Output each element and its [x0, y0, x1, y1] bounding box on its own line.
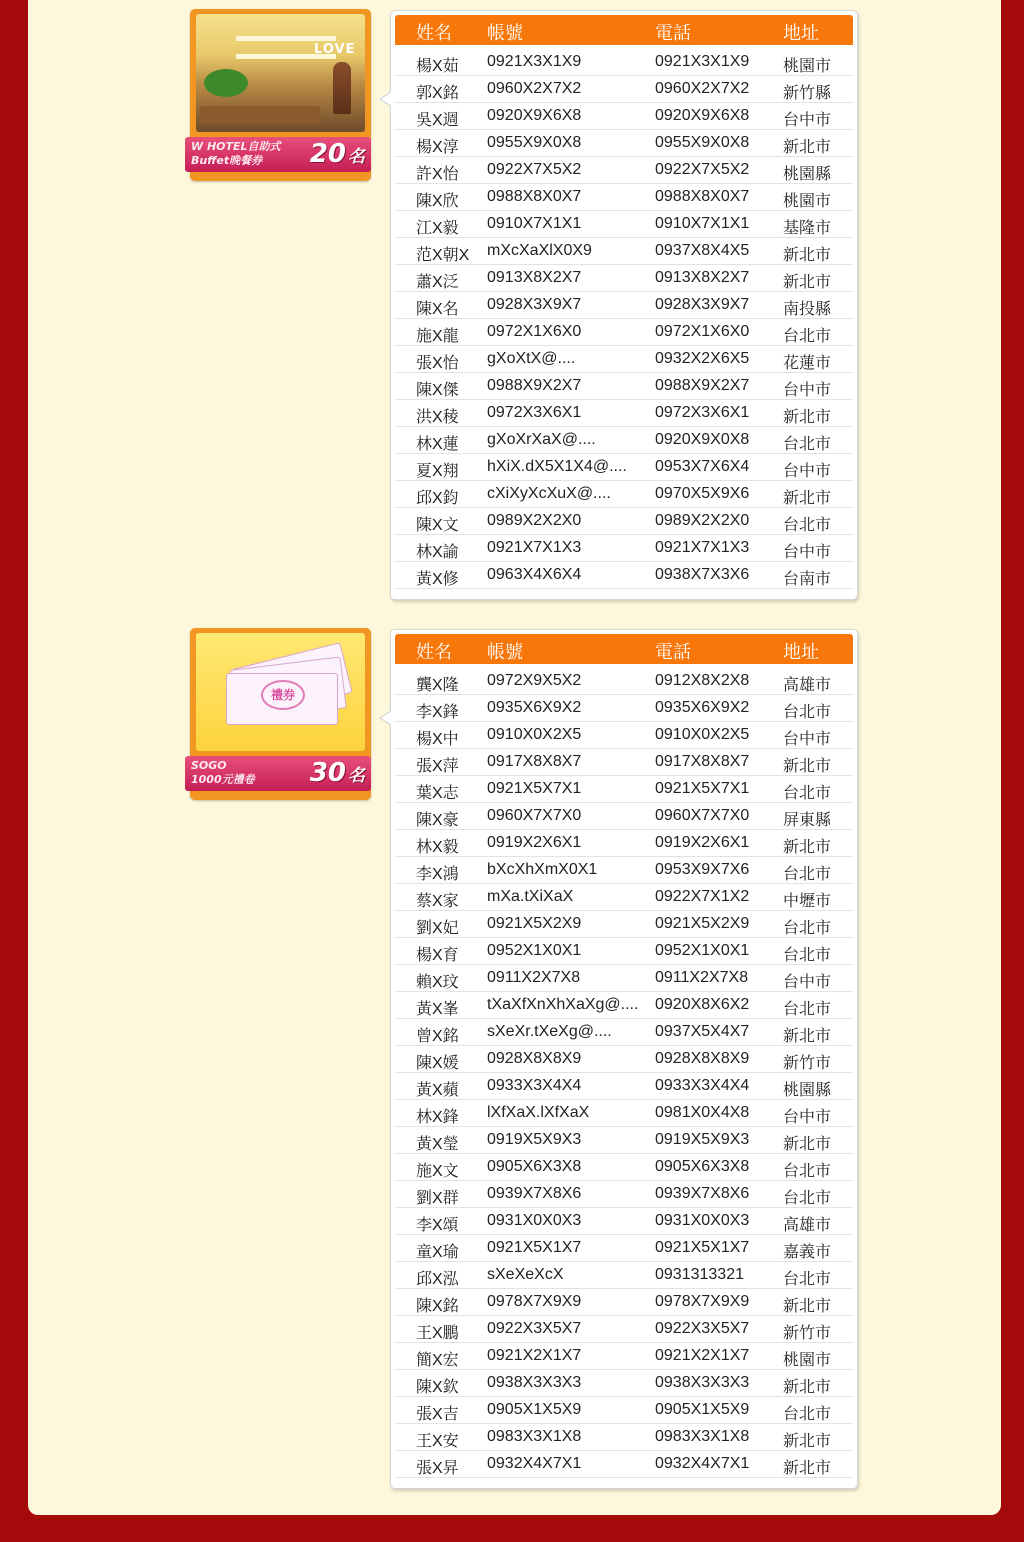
- winner-name: 龔X隆: [416, 677, 459, 694]
- winner-account: 0935X6X9X2: [487, 699, 582, 716]
- winner-phone: 0910X0X2X5: [655, 726, 750, 743]
- header-address: 地址: [783, 23, 819, 44]
- table-row: [395, 1127, 853, 1154]
- winner-account: sXeXeXcX: [487, 1266, 564, 1283]
- header-phone: 電話: [655, 642, 691, 663]
- winner-phone: 0955X9X0X8: [655, 134, 750, 151]
- table-row: [395, 911, 853, 938]
- winner-name: 范X朝X: [416, 247, 470, 264]
- winner-account: 0910X0X2X5: [487, 726, 582, 743]
- winner-phone: 0932X2X6X5: [655, 350, 750, 367]
- winner-phone: 0921X7X1X3: [655, 539, 750, 556]
- prize-name-line2: Buffet晚餐券: [191, 154, 263, 167]
- winner-name: 蕭X泛: [416, 274, 459, 291]
- winner-phone: 0905X1X5X9: [655, 1401, 750, 1418]
- winner-address: 新北市: [783, 1379, 832, 1396]
- table-row: [395, 938, 853, 965]
- winner-account: 0921X7X1X3: [487, 539, 582, 556]
- winner-name: 曾X銘: [416, 1028, 459, 1045]
- winner-name: 林X鋒: [416, 1109, 459, 1126]
- table-row: [395, 481, 853, 508]
- winner-account: 0928X3X9X7: [487, 296, 582, 313]
- prize-name-line1: W HOTEL自助式: [191, 140, 281, 153]
- table-row: [395, 1073, 853, 1100]
- winner-name: 林X諭: [416, 544, 459, 561]
- winner-address: 台北市: [783, 328, 832, 345]
- table-row: [395, 1451, 853, 1478]
- winner-account: gXoXrXaX@....: [487, 431, 596, 448]
- winner-phone: 0932X4X7X1: [655, 1455, 750, 1472]
- winner-phone: 0919X2X6X1: [655, 834, 750, 851]
- winner-address: 桃園市: [783, 1352, 832, 1369]
- winner-name: 劉X妃: [416, 920, 459, 937]
- prize-count-number: 20: [309, 139, 346, 169]
- winner-account: 0933X3X4X4: [487, 1077, 582, 1094]
- winner-account: 0989X2X2X0: [487, 512, 582, 529]
- winner-address: 桃園縣: [783, 166, 832, 183]
- winner-phone: 0937X5X4X7: [655, 1023, 750, 1040]
- table-row: [395, 157, 853, 184]
- winner-account: 0972X1X6X0: [487, 323, 582, 340]
- winner-phone: 0920X9X0X8: [655, 431, 750, 448]
- prize-card-sogo: [190, 628, 371, 800]
- winner-account: 0938X3X3X3: [487, 1374, 582, 1391]
- winner-address: 台北市: [783, 1190, 832, 1207]
- table-row: [395, 749, 853, 776]
- prize-count-unit: 名: [348, 147, 365, 167]
- table-row: [395, 884, 853, 911]
- table-row: [395, 830, 853, 857]
- table-row: [395, 130, 853, 157]
- winner-phone: 0922X7X5X2: [655, 161, 750, 178]
- winner-name: 郭X銘: [416, 85, 459, 102]
- winner-phone: 0972X3X6X1: [655, 404, 750, 421]
- table-row: [395, 1397, 853, 1424]
- winner-name: 陳X銘: [416, 1298, 459, 1315]
- winner-account: sXeXr.tXeXg@....: [487, 1023, 612, 1040]
- winner-address: 台北市: [783, 947, 832, 964]
- winner-phone: 0933X3X4X4: [655, 1077, 750, 1094]
- winner-account: 0928X8X8X9: [487, 1050, 582, 1067]
- prize-name: [191, 759, 303, 787]
- winner-account: 0921X3X1X9: [487, 53, 582, 70]
- winner-phone: 0905X6X3X8: [655, 1158, 750, 1175]
- winner-account: 0921X5X7X1: [487, 780, 582, 797]
- table-row: [395, 695, 853, 722]
- table-row: [395, 722, 853, 749]
- header-name: 姓名: [416, 642, 452, 663]
- table-row: [395, 803, 853, 830]
- winner-account: 0988X8X0X7: [487, 188, 582, 205]
- table-row: [395, 1262, 853, 1289]
- header-address: 地址: [783, 642, 819, 663]
- table-row: [395, 1424, 853, 1451]
- winner-name: 黃X瑩: [416, 1136, 459, 1153]
- winner-account: 0919X2X6X1: [487, 834, 582, 851]
- winner-name: 江X毅: [416, 220, 459, 237]
- winner-address: 新北市: [783, 1298, 832, 1315]
- winner-address: 基隆市: [783, 220, 832, 237]
- winner-phone: 0953X9X7X6: [655, 861, 750, 878]
- winner-name: 陳X欣: [416, 193, 459, 210]
- header-phone: 電話: [655, 23, 691, 44]
- winner-account: 0917X8X8X7: [487, 753, 582, 770]
- winner-phone: 0922X7X1X2: [655, 888, 750, 905]
- table-row: [395, 1181, 853, 1208]
- winner-account: 0922X7X5X2: [487, 161, 582, 178]
- winner-address: 台北市: [783, 704, 832, 721]
- winner-account: 0963X4X6X4: [487, 566, 582, 583]
- prize-count-number: 30: [309, 758, 346, 788]
- winner-name: 王X鵬: [416, 1325, 459, 1342]
- winner-address: 台北市: [783, 1001, 832, 1018]
- winner-account: 0960X2X7X2: [487, 80, 582, 97]
- winner-name: 林X蓮: [416, 436, 459, 453]
- winner-address: 新北市: [783, 1433, 832, 1450]
- table-row: [395, 535, 853, 562]
- table-row: [395, 49, 853, 76]
- table-row: [395, 373, 853, 400]
- winner-address: 台中市: [783, 731, 832, 748]
- winner-account: 0960X7X7X0: [487, 807, 582, 824]
- winner-phone: 0939X7X8X6: [655, 1185, 750, 1202]
- sogo-voucher-image: [196, 633, 365, 751]
- table-row: [395, 1316, 853, 1343]
- prize-count-unit: 名: [348, 766, 365, 786]
- winner-phone: 0931313321: [655, 1266, 744, 1283]
- prize-name-line1: SOGO: [191, 759, 227, 772]
- winner-name: 陳X媛: [416, 1055, 459, 1072]
- winner-account: 0922X3X5X7: [487, 1320, 582, 1337]
- winner-account: 0972X9X5X2: [487, 672, 582, 689]
- table-row: [395, 992, 853, 1019]
- winner-account: 0913X8X2X7: [487, 269, 582, 286]
- winner-name: 吳X週: [416, 112, 459, 129]
- winner-account: 0972X3X6X1: [487, 404, 582, 421]
- winner-account: 0921X2X1X7: [487, 1347, 582, 1364]
- winner-address: 台中市: [783, 974, 832, 991]
- winner-phone: 0988X9X2X7: [655, 377, 750, 394]
- winner-name: 楊X茹: [416, 58, 459, 75]
- winner-phone: 0928X3X9X7: [655, 296, 750, 313]
- winner-address: 新北市: [783, 1136, 832, 1153]
- winner-phone: 0920X8X6X2: [655, 996, 750, 1013]
- winner-name: 張X怡: [416, 355, 459, 372]
- winner-account: 0911X2X7X8: [487, 969, 581, 986]
- winner-phone: 0952X1X0X1: [655, 942, 750, 959]
- winner-address: 新北市: [783, 839, 832, 856]
- winner-name: 邱X泓: [416, 1271, 459, 1288]
- winner-account: bXcXhXmX0X1: [487, 861, 598, 878]
- table-row: [395, 1208, 853, 1235]
- table-row: [395, 184, 853, 211]
- winner-name: 黃X蘋: [416, 1082, 459, 1099]
- winner-name: 黃X峯: [416, 1001, 459, 1018]
- winner-phone: 0953X7X6X4: [655, 458, 750, 475]
- table-header: [395, 634, 853, 664]
- table-row: [395, 776, 853, 803]
- table-row: [395, 319, 853, 346]
- voucher-seal-text: 禮券: [261, 680, 305, 710]
- winner-account: 0988X9X2X7: [487, 377, 582, 394]
- winner-phone: 0960X7X7X0: [655, 807, 750, 824]
- table-row: [395, 1046, 853, 1073]
- winner-phone: 0983X3X1X8: [655, 1428, 750, 1445]
- winners-table-sogo: [390, 629, 858, 1489]
- winner-address: 台北市: [783, 1163, 832, 1180]
- prize-winner-count: [310, 758, 365, 791]
- winner-name: 張X吉: [416, 1406, 459, 1423]
- love-sign-text: LOVE: [314, 42, 356, 57]
- winner-name: 許X怡: [416, 166, 459, 183]
- winner-name: 陳X豪: [416, 812, 459, 829]
- winner-address: 台中市: [783, 112, 832, 129]
- winner-address: 新北市: [783, 409, 832, 426]
- winner-phone: 0981X0X4X8: [655, 1104, 750, 1121]
- winner-name: 夏X翔: [416, 463, 459, 480]
- winner-name: 林X毅: [416, 839, 459, 856]
- winner-phone: 0928X8X8X9: [655, 1050, 750, 1067]
- table-row: [395, 562, 853, 589]
- winner-address: 新北市: [783, 1028, 832, 1045]
- winner-account: lXfXaX.lXfXaX: [487, 1104, 590, 1121]
- winner-name: 施X文: [416, 1163, 459, 1180]
- winner-address: 新北市: [783, 274, 832, 291]
- winner-address: 南投縣: [783, 301, 832, 318]
- winner-phone: 0921X2X1X7: [655, 1347, 750, 1364]
- winner-address: 台北市: [783, 436, 832, 453]
- table-row: [395, 965, 853, 992]
- winner-phone: 0970X5X9X6: [655, 485, 750, 502]
- table-row: [395, 1370, 853, 1397]
- winner-address: 高雄市: [783, 1217, 832, 1234]
- winner-account: 0931X0X0X3: [487, 1212, 582, 1229]
- winners-table-w-hotel: [390, 10, 858, 600]
- winner-phone: 0911X2X7X8: [655, 969, 749, 986]
- winner-phone: 0931X0X0X3: [655, 1212, 750, 1229]
- winner-address: 嘉義市: [783, 1244, 832, 1261]
- winner-name: 張X萍: [416, 758, 459, 775]
- winner-name: 陳X文: [416, 517, 459, 534]
- table-row: [395, 265, 853, 292]
- winner-phone: 0938X7X3X6: [655, 566, 750, 583]
- winner-account: hXiX.dX5X1X4@....: [487, 458, 627, 475]
- winner-address: 台中市: [783, 1109, 832, 1126]
- winner-phone: 0972X1X6X0: [655, 323, 750, 340]
- header-account: 帳號: [487, 642, 523, 663]
- winner-account: mXa.tXiXaX: [487, 888, 574, 905]
- winner-address: 屏東縣: [783, 812, 832, 829]
- winner-address: 桃園縣: [783, 1082, 832, 1099]
- winner-account: 0983X3X1X8: [487, 1428, 582, 1445]
- winner-address: 台北市: [783, 517, 832, 534]
- winner-name: 童X瑜: [416, 1244, 459, 1261]
- winner-name: 楊X中: [416, 731, 459, 748]
- table-row: [395, 346, 853, 373]
- table-row: [395, 857, 853, 884]
- winner-address: 新竹縣: [783, 85, 832, 102]
- table-row: [395, 427, 853, 454]
- winner-name: 陳X欽: [416, 1379, 459, 1396]
- winner-address: 花蓮市: [783, 355, 832, 372]
- winner-phone: 0922X3X5X7: [655, 1320, 750, 1337]
- table-row: [395, 103, 853, 130]
- winner-phone: 0921X5X1X7: [655, 1239, 750, 1256]
- winner-phone: 0919X5X9X3: [655, 1131, 750, 1148]
- table-header: [395, 15, 853, 45]
- winner-name: 李X頌: [416, 1217, 459, 1234]
- winner-account: 0905X6X3X8: [487, 1158, 582, 1175]
- winner-phone: 0960X2X7X2: [655, 80, 750, 97]
- winner-account: 0905X1X5X9: [487, 1401, 582, 1418]
- winner-address: 新北市: [783, 490, 832, 507]
- winner-address: 台北市: [783, 1406, 832, 1423]
- winner-address: 新竹市: [783, 1325, 832, 1342]
- winner-name: 蔡X家: [416, 893, 459, 910]
- table-row: [395, 1100, 853, 1127]
- winner-address: 高雄市: [783, 677, 832, 694]
- winner-account: 0952X1X0X1: [487, 942, 582, 959]
- winner-account: tXaXfXnXhXaXg@....: [487, 996, 639, 1013]
- winner-account: 0932X4X7X1: [487, 1455, 582, 1472]
- table-row: [395, 238, 853, 265]
- winner-phone: 0937X8X4X5: [655, 242, 750, 259]
- winner-name: 簡X宏: [416, 1352, 459, 1369]
- winner-address: 新北市: [783, 247, 832, 264]
- winner-account: 0978X7X9X9: [487, 1293, 582, 1310]
- winner-phone: 0920X9X6X8: [655, 107, 750, 124]
- winner-name: 施X龍: [416, 328, 459, 345]
- table-row: [395, 1235, 853, 1262]
- winner-name: 賴X玟: [416, 974, 459, 991]
- winner-address: 中壢市: [783, 893, 832, 910]
- winner-name: 李X鋒: [416, 704, 459, 721]
- winner-address: 新北市: [783, 1460, 832, 1477]
- prize-name: [191, 140, 303, 168]
- winner-phone: 0921X5X7X1: [655, 780, 750, 797]
- winner-address: 新北市: [783, 758, 832, 775]
- winner-name: 劉X群: [416, 1190, 459, 1207]
- winners-list: [395, 668, 853, 1478]
- winner-address: 台北市: [783, 1271, 832, 1288]
- winner-phone: 0913X8X2X7: [655, 269, 750, 286]
- winner-phone: 0917X8X8X7: [655, 753, 750, 770]
- table-row: [395, 454, 853, 481]
- prize-winner-count: [310, 139, 365, 172]
- winner-name: 張X昇: [416, 1460, 459, 1477]
- table-row: [395, 211, 853, 238]
- winner-address: 新竹市: [783, 1055, 832, 1072]
- winner-account: 0955X9X0X8: [487, 134, 582, 151]
- winners-list: [395, 49, 853, 589]
- winner-address: 台南市: [783, 571, 832, 588]
- table-row: [395, 400, 853, 427]
- prize-name-line2: 1000元禮卷: [191, 773, 255, 786]
- winner-address: 新北市: [783, 139, 832, 156]
- table-row: [395, 1019, 853, 1046]
- winner-account: 0939X7X8X6: [487, 1185, 582, 1202]
- header-account: 帳號: [487, 23, 523, 44]
- winner-account: 0921X5X1X7: [487, 1239, 582, 1256]
- winner-phone: 0978X7X9X9: [655, 1293, 750, 1310]
- prize-label: [185, 137, 371, 172]
- winner-account: 0919X5X9X3: [487, 1131, 582, 1148]
- winner-phone: 0921X3X1X9: [655, 53, 750, 70]
- winner-name: 李X鴻: [416, 866, 459, 883]
- winner-account: 0921X5X2X9: [487, 915, 582, 932]
- winner-name: 陳X傑: [416, 382, 459, 399]
- winner-name: 陳X名: [416, 301, 459, 318]
- table-row: [395, 508, 853, 535]
- table-row: [395, 76, 853, 103]
- table-row: [395, 668, 853, 695]
- winner-address: 台北市: [783, 920, 832, 937]
- winner-name: 葉X志: [416, 785, 459, 802]
- winner-name: 楊X育: [416, 947, 459, 964]
- winner-name: 楊X淳: [416, 139, 459, 156]
- table-row: [395, 1343, 853, 1370]
- winner-account: gXoXtX@....: [487, 350, 576, 367]
- table-row: [395, 292, 853, 319]
- header-name: 姓名: [416, 23, 452, 44]
- winner-account: 0920X9X6X8: [487, 107, 582, 124]
- winner-phone: 0921X5X2X9: [655, 915, 750, 932]
- winner-account: 0910X7X1X1: [487, 215, 582, 232]
- table-row: [395, 1154, 853, 1181]
- prize-label: [185, 756, 371, 791]
- winner-address: 桃園市: [783, 58, 832, 75]
- w-hotel-buffet-image: [196, 14, 365, 132]
- winner-address: 台中市: [783, 544, 832, 561]
- winner-phone: 0989X2X2X0: [655, 512, 750, 529]
- winner-address: 桃園市: [783, 193, 832, 210]
- winner-address: 台中市: [783, 463, 832, 480]
- winner-name: 邱X鈞: [416, 490, 459, 507]
- winner-address: 台中市: [783, 382, 832, 399]
- winner-phone: 0988X8X0X7: [655, 188, 750, 205]
- winner-address: 台北市: [783, 866, 832, 883]
- winner-account: mXcXaXlX0X9: [487, 242, 592, 259]
- table-row: [395, 1289, 853, 1316]
- prize-card-w-hotel: [190, 9, 371, 181]
- winner-phone: 0935X6X9X2: [655, 699, 750, 716]
- winner-name: 黃X修: [416, 571, 459, 588]
- winner-name: 洪X稜: [416, 409, 459, 426]
- winner-phone: 0938X3X3X3: [655, 1374, 750, 1391]
- winner-phone: 0912X8X2X8: [655, 672, 750, 689]
- winner-account: cXiXyXcXuX@....: [487, 485, 611, 502]
- winner-name: 王X安: [416, 1433, 459, 1450]
- winner-address: 台北市: [783, 785, 832, 802]
- winner-phone: 0910X7X1X1: [655, 215, 750, 232]
